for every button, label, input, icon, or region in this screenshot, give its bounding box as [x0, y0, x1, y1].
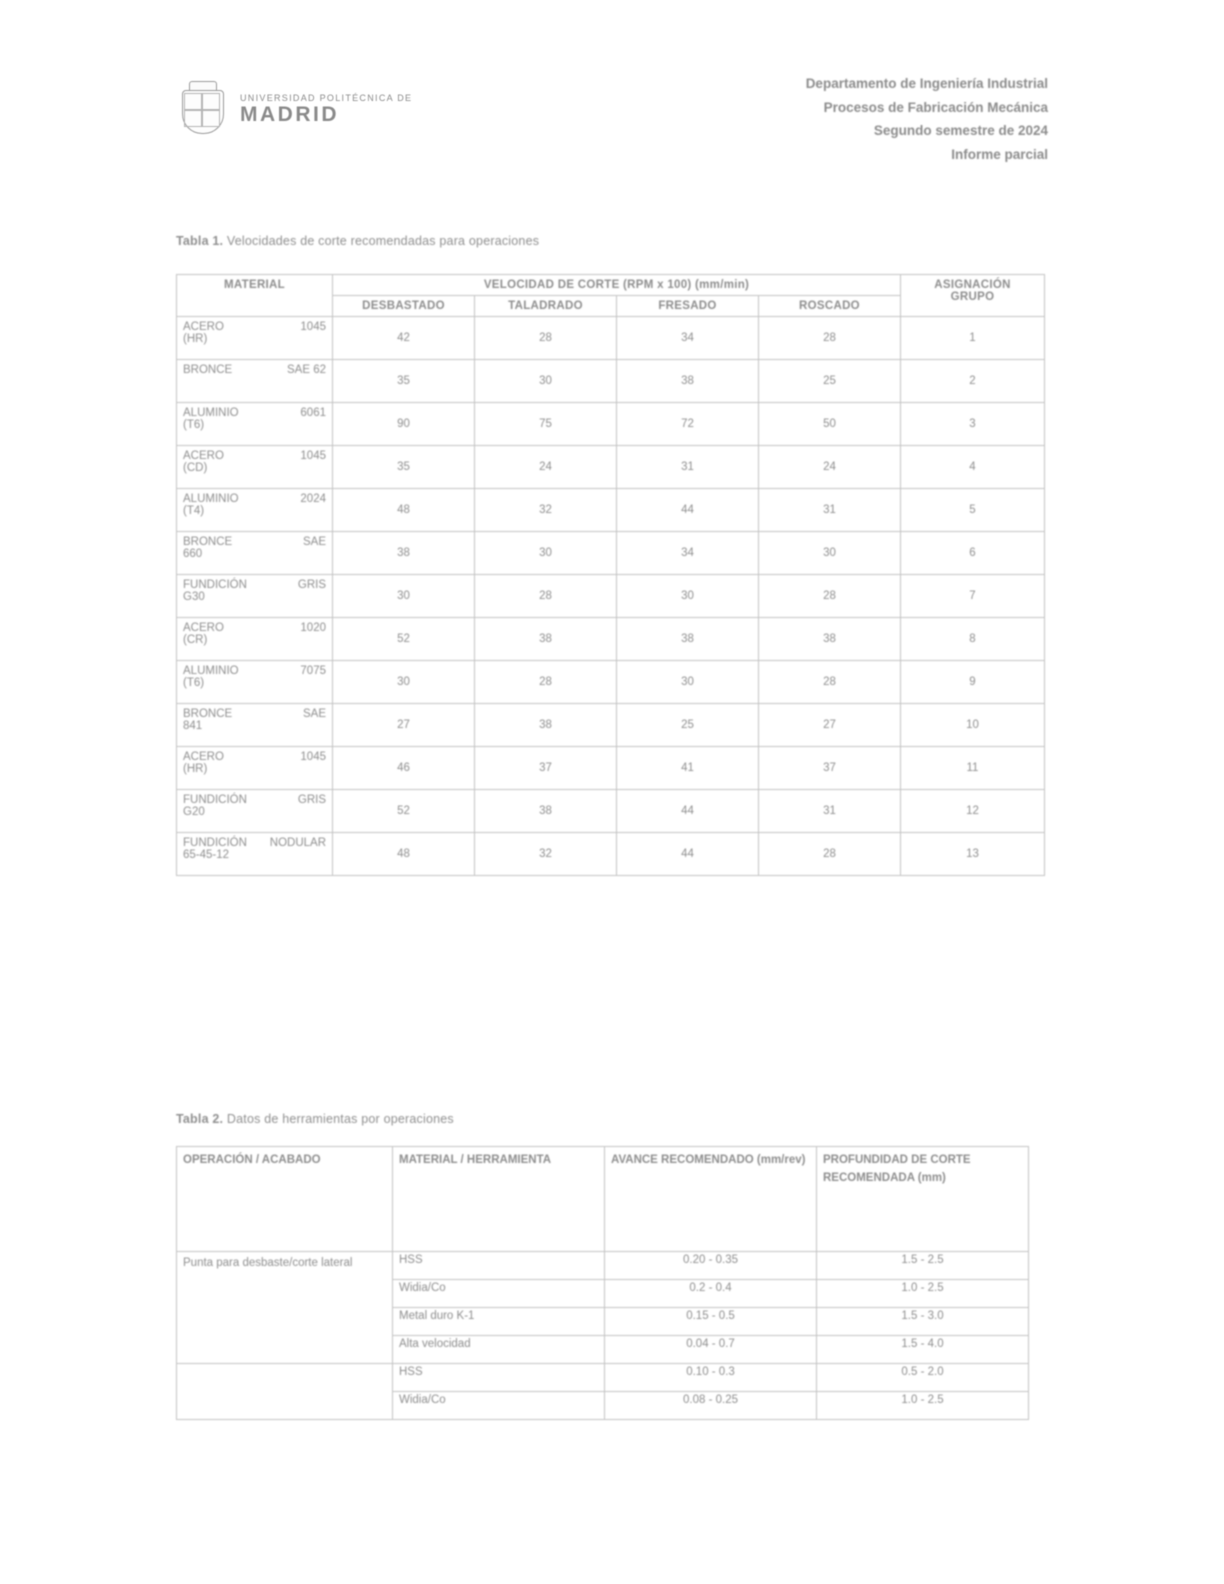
cell-roscado: 27 — [759, 704, 901, 747]
header-operacion-acabado: OPERACIÓN / ACABADO — [177, 1147, 393, 1252]
table-row — [177, 403, 1045, 446]
cell-operacion-acabado — [177, 1364, 393, 1420]
velocidades-de-corte-table — [176, 274, 1045, 876]
meta-line-2: Procesos de Fabricación Mecánica — [823, 99, 1048, 115]
cell-taladrado: 28 — [475, 317, 617, 360]
cell-roscado: 28 — [759, 317, 901, 360]
cell-material: ACERO 1020 (CR) — [177, 618, 333, 661]
table-1-caption — [176, 234, 539, 248]
cell-taladrado: 30 — [475, 532, 617, 575]
cell-desbastado: 35 — [333, 360, 475, 403]
cell-desbastado: 48 — [333, 489, 475, 532]
crest-icon — [176, 80, 230, 140]
cell-grupo: 5 — [901, 489, 1045, 532]
cell-grupo: 2 — [901, 360, 1045, 403]
cell-taladrado: 38 — [475, 790, 617, 833]
cell-taladrado: 32 — [475, 489, 617, 532]
cell-taladrado: 28 — [475, 661, 617, 704]
table-row — [177, 489, 1045, 532]
cell-taladrado: 38 — [475, 618, 617, 661]
cell-roscado: 50 — [759, 403, 901, 446]
cell-grupo: 1 — [901, 317, 1045, 360]
table-1-caption-text: Velocidades de corte recomendadas para operaciones — [226, 234, 540, 248]
cell-material: ACERO 1045 (CD) — [177, 446, 333, 489]
cell-operacion-acabado: Punta para desbaste/corte lateral — [177, 1252, 393, 1364]
meta-line-4: Informe parcial — [951, 146, 1048, 162]
cell-desbastado: 46 — [333, 747, 475, 790]
document-meta — [806, 72, 1048, 167]
cell-grupo: 12 — [901, 790, 1045, 833]
cell-herramienta: Metal duro K-1 — [393, 1308, 605, 1336]
meta-line-3: Segundo semestre de 2024 — [873, 123, 1048, 139]
cell-roscado: 37 — [759, 747, 901, 790]
cell-roscado: 28 — [759, 575, 901, 618]
cell-profundidad: 1.0 - 2.5 — [817, 1280, 1029, 1308]
cell-taladrado: 24 — [475, 446, 617, 489]
cell-roscado: 31 — [759, 790, 901, 833]
table-row — [177, 1252, 1029, 1280]
cell-herramienta: Alta velocidad — [393, 1336, 605, 1364]
cell-taladrado: 32 — [475, 833, 617, 876]
cell-fresado: 30 — [617, 661, 759, 704]
header-profundidad-corte: PROFUNDIDAD DE CORTE RECOMENDADA (mm) — [817, 1147, 1029, 1252]
header-avance-recomendado: AVANCE RECOMENDADO (mm/rev) — [605, 1147, 817, 1252]
cell-material: ACERO 1045 (HR) — [177, 317, 333, 360]
cell-roscado: 25 — [759, 360, 901, 403]
cell-fresado: 41 — [617, 747, 759, 790]
header-velocidad-group: VELOCIDAD DE CORTE (RPM x 100) (mm/min) — [333, 275, 901, 296]
cell-fresado: 38 — [617, 618, 759, 661]
header-asignacion-line1: ASIGNACIÓN — [934, 279, 1011, 291]
header-fresado: FRESADO — [617, 296, 759, 317]
cell-material: FUNDICIÓN NODULAR 65-45-12 — [177, 833, 333, 876]
cell-material: ALUMINIO 2024 (T4) — [177, 489, 333, 532]
cell-fresado: 34 — [617, 532, 759, 575]
table-row — [177, 618, 1045, 661]
cell-profundidad: 0.5 - 2.0 — [817, 1364, 1029, 1392]
cell-roscado: 28 — [759, 833, 901, 876]
cell-grupo: 7 — [901, 575, 1045, 618]
cell-material: FUNDICIÓN GRIS G30 — [177, 575, 333, 618]
cell-material: ACERO 1045 (HR) — [177, 747, 333, 790]
cell-desbastado: 30 — [333, 661, 475, 704]
cell-desbastado: 42 — [333, 317, 475, 360]
cell-fresado: 25 — [617, 704, 759, 747]
cell-taladrado: 37 — [475, 747, 617, 790]
university-name-line2: MADRID — [240, 102, 339, 126]
meta-line-1: Departamento de Ingeniería Industrial — [805, 76, 1048, 91]
cell-profundidad: 1.5 - 3.0 — [817, 1308, 1029, 1336]
cell-fresado: 72 — [617, 403, 759, 446]
cell-roscado: 28 — [759, 661, 901, 704]
header-taladrado: TALADRADO — [475, 296, 617, 317]
cell-grupo: 13 — [901, 833, 1045, 876]
table-1-caption-number: Tabla 1. — [176, 234, 224, 248]
cell-roscado: 38 — [759, 618, 901, 661]
cell-herramienta: Widia/Co — [393, 1280, 605, 1308]
table-row — [177, 532, 1045, 575]
cell-grupo: 9 — [901, 661, 1045, 704]
cell-grupo: 6 — [901, 532, 1045, 575]
cell-avance: 0.20 - 0.35 — [605, 1252, 817, 1280]
table-row — [177, 360, 1045, 403]
cell-taladrado: 30 — [475, 360, 617, 403]
table-row — [177, 446, 1045, 489]
cell-avance: 0.10 - 0.3 — [605, 1364, 817, 1392]
cell-fresado: 34 — [617, 317, 759, 360]
cell-grupo: 11 — [901, 747, 1045, 790]
university-logo — [176, 80, 412, 140]
cell-grupo: 8 — [901, 618, 1045, 661]
cell-fresado: 30 — [617, 575, 759, 618]
cell-roscado: 30 — [759, 532, 901, 575]
table-row — [177, 833, 1045, 876]
university-name — [240, 94, 412, 125]
table-2-caption-number: Tabla 2. — [176, 1112, 224, 1126]
cell-fresado: 38 — [617, 360, 759, 403]
cell-material: BRONCE SAE 841 — [177, 704, 333, 747]
cell-grupo: 4 — [901, 446, 1045, 489]
table-row — [177, 317, 1045, 360]
cell-desbastado: 30 — [333, 575, 475, 618]
cell-avance: 0.2 - 0.4 — [605, 1280, 817, 1308]
table-row — [177, 661, 1045, 704]
cell-taladrado: 75 — [475, 403, 617, 446]
header-desbastado: DESBASTADO — [333, 296, 475, 317]
table-row — [177, 575, 1045, 618]
cell-material: ALUMINIO 6061 (T6) — [177, 403, 333, 446]
cell-desbastado: 35 — [333, 446, 475, 489]
cell-taladrado: 38 — [475, 704, 617, 747]
cell-profundidad: 1.5 - 4.0 — [817, 1336, 1029, 1364]
cell-material: BRONCE SAE 660 — [177, 532, 333, 575]
cell-taladrado: 28 — [475, 575, 617, 618]
university-name-line1: UNIVERSIDAD POLITÉCNICA DE — [240, 93, 413, 104]
cell-material: ALUMINIO 7075 (T6) — [177, 661, 333, 704]
cell-roscado: 24 — [759, 446, 901, 489]
table-row — [177, 790, 1045, 833]
cell-desbastado: 90 — [333, 403, 475, 446]
document-header — [176, 72, 1048, 162]
table-2-header-row — [177, 1147, 1029, 1252]
cell-desbastado: 27 — [333, 704, 475, 747]
cell-fresado: 44 — [617, 489, 759, 532]
table-1-header-row-1 — [177, 275, 1045, 296]
cell-desbastado: 52 — [333, 618, 475, 661]
cell-avance: 0.15 - 0.5 — [605, 1308, 817, 1336]
cell-fresado: 31 — [617, 446, 759, 489]
header-material-herramienta: MATERIAL / HERRAMIENTA — [393, 1147, 605, 1252]
cell-grupo: 3 — [901, 403, 1045, 446]
table-row — [177, 747, 1045, 790]
header-roscado: ROSCADO — [759, 296, 901, 317]
cell-desbastado: 48 — [333, 833, 475, 876]
cell-herramienta: HSS — [393, 1364, 605, 1392]
cell-avance: 0.08 - 0.25 — [605, 1392, 817, 1420]
table-2-caption-text: Datos de herramientas por operaciones — [226, 1112, 454, 1126]
cell-herramienta: Widia/Co — [393, 1392, 605, 1420]
header-asignacion — [901, 275, 1045, 317]
cell-material: BRONCE SAE 62 — [177, 360, 333, 403]
cell-fresado: 44 — [617, 790, 759, 833]
cell-desbastado: 38 — [333, 532, 475, 575]
table-2-caption — [176, 1112, 454, 1126]
table-row — [177, 1364, 1029, 1392]
cell-fresado: 44 — [617, 833, 759, 876]
cell-avance: 0.04 - 0.7 — [605, 1336, 817, 1364]
cell-profundidad: 1.0 - 2.5 — [817, 1392, 1029, 1420]
datos-herramientas-table — [176, 1146, 1029, 1420]
cell-desbastado: 52 — [333, 790, 475, 833]
header-material: MATERIAL — [177, 275, 333, 317]
header-asignacion-line2: GRUPO — [950, 291, 995, 303]
cell-herramienta: HSS — [393, 1252, 605, 1280]
cell-roscado: 31 — [759, 489, 901, 532]
cell-material: FUNDICIÓN GRIS G20 — [177, 790, 333, 833]
cell-profundidad: 1.5 - 2.5 — [817, 1252, 1029, 1280]
table-row — [177, 704, 1045, 747]
cell-grupo: 10 — [901, 704, 1045, 747]
